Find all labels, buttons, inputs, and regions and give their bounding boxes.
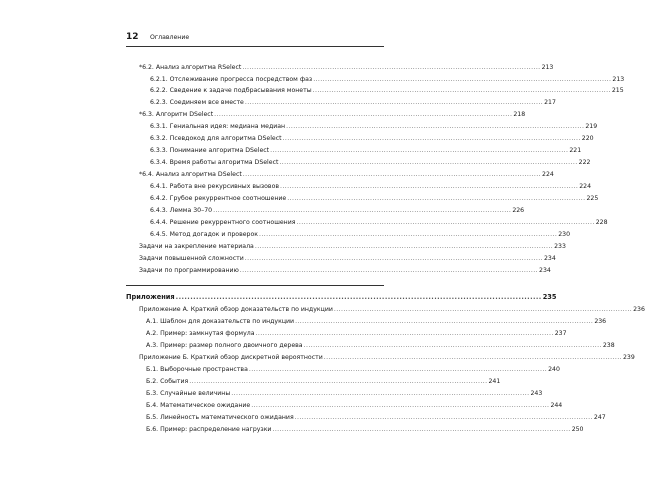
toc-entry-label: А.3. Пример: размер полного двоичного дерева bbox=[146, 342, 303, 349]
toc-entry-page: 215 bbox=[611, 87, 624, 94]
toc-entry-label: 6.3.3. Понимание алгоритма DSelect bbox=[150, 147, 270, 154]
toc-entry-page: 247 bbox=[593, 414, 606, 421]
toc-entry-subsection[interactable] bbox=[150, 122, 598, 132]
toc-entry-problems[interactable] bbox=[139, 254, 556, 264]
dot-leader: .............................................................................................................................. bbox=[295, 318, 594, 325]
toc-entry-appendix[interactable] bbox=[139, 305, 645, 315]
toc-entry-subsection[interactable] bbox=[150, 218, 608, 228]
toc-entry-subsection[interactable] bbox=[146, 401, 563, 411]
toc-entry-label: 6.4.4. Решение рекуррентного соотношения bbox=[150, 219, 296, 226]
toc-entry-page: 233 bbox=[554, 243, 566, 250]
toc-entry-label: 6.3.4. Время работы алгоритма DSelect bbox=[150, 159, 279, 166]
dot-leader: .............................................................................................................................. bbox=[272, 426, 571, 433]
toc-entry-label: 6.2.2. Сведение к задаче подбрасывания монеты bbox=[150, 87, 312, 94]
toc-entry-page: 224 bbox=[542, 171, 554, 178]
toc-entry-page: 238 bbox=[602, 342, 615, 349]
dot-leader: .............................................................................................................................. bbox=[214, 111, 513, 118]
dot-leader: .............................................................................................................................. bbox=[239, 267, 539, 274]
toc-entry-subsection[interactable] bbox=[146, 365, 560, 375]
dot-leader: .............................................................................................................................. bbox=[258, 231, 558, 238]
toc-entry-subsection[interactable] bbox=[146, 341, 615, 351]
toc-entry-label: 6.2.3. Соединяем все вместе bbox=[150, 99, 244, 106]
toc-entry-label: 6.4.2. Грубое рекуррентное соотношение bbox=[150, 195, 287, 202]
toc-entry-subsection[interactable] bbox=[150, 206, 525, 216]
toc-entry-label: А.1. Шаблон для доказательств по индукции bbox=[146, 318, 295, 325]
running-title: Оглавление bbox=[150, 34, 190, 41]
toc-entry-subsection[interactable] bbox=[150, 98, 556, 108]
toc-entry-page: 218 bbox=[513, 111, 526, 118]
dot-leader: .............................................................................................................................. bbox=[255, 330, 554, 337]
toc-entry-subsection[interactable] bbox=[146, 377, 501, 387]
toc-entry-page: 250 bbox=[571, 426, 584, 433]
toc-entry-label: 6.2.1. Отслеживание прогресса посредством фаз bbox=[150, 76, 313, 83]
toc-entry-page: 241 bbox=[488, 378, 501, 385]
toc-entry-subsection[interactable] bbox=[150, 194, 599, 204]
dot-leader: .............................................................................................................................. bbox=[312, 87, 611, 94]
toc-entry-label: Задачи на закрепление материала bbox=[139, 243, 254, 250]
toc-entry-label: Приложение А. Краткий обзор доказательств по индукции bbox=[139, 306, 333, 313]
toc-entry-page: 224 bbox=[579, 183, 592, 190]
toc-entry-page: 228 bbox=[595, 219, 608, 226]
toc-entry-page: 213 bbox=[541, 64, 554, 71]
dot-leader: .............................................................................................................................. bbox=[242, 171, 542, 178]
page-number: 12 bbox=[126, 32, 139, 42]
dot-leader: .............................................................................................................................. bbox=[303, 342, 602, 349]
dot-leader: .............................................................................................................................. bbox=[313, 76, 612, 83]
toc-entry-label: Б.3. Случайные величины bbox=[146, 390, 231, 397]
toc-entry-label: 6.3.2. Псевдокод для алгоритма DSelect bbox=[150, 135, 282, 142]
dot-leader: .............................................................................................................................. bbox=[282, 135, 581, 142]
toc-entry-page: 222 bbox=[578, 159, 591, 166]
toc-entry-subsection[interactable] bbox=[150, 146, 582, 156]
dot-leader: .............................................................................................................................. bbox=[323, 354, 622, 361]
dot-leader: .............................................................................................................................. bbox=[244, 99, 544, 106]
dot-leader: .............................................................................................................................. bbox=[248, 366, 548, 373]
dot-leader: .............................................................................................................................. bbox=[189, 378, 488, 385]
toc-entry-page: 237 bbox=[554, 330, 567, 337]
toc-entry-label: Б.4. Математическое ожидание bbox=[146, 402, 251, 409]
toc-entry-problems[interactable] bbox=[139, 266, 551, 276]
toc-entry-subsection[interactable] bbox=[146, 425, 584, 435]
toc-entry-section[interactable] bbox=[139, 63, 554, 73]
toc-entry-subsection[interactable] bbox=[146, 389, 543, 399]
dot-leader: .............................................................................................................................. bbox=[254, 243, 554, 250]
dot-leader: .............................................................................................................................. bbox=[231, 390, 530, 397]
toc-entry-page: 221 bbox=[569, 147, 582, 154]
toc-entry-subsection[interactable] bbox=[150, 75, 625, 85]
toc-entry-label: Б.5. Линейность математического ожидания bbox=[146, 414, 294, 421]
toc-entry-label: 6.4.3. Лемма 30–70 bbox=[150, 207, 213, 214]
toc-entry-page: 236 bbox=[594, 318, 607, 325]
toc-entry-label: Приложения bbox=[126, 293, 175, 301]
dot-leader: .............................................................................................................................. bbox=[296, 219, 595, 226]
dot-leader: .............................................................................................................................. bbox=[270, 147, 569, 154]
toc-entry-label: 6.4.1. Работа вне рекурсивных вызовов bbox=[150, 183, 280, 190]
toc-entry-page: 220 bbox=[581, 135, 594, 142]
toc-entry-page: 219 bbox=[585, 123, 598, 130]
toc-entry-page: 226 bbox=[512, 207, 525, 214]
toc-entry-page: 236 bbox=[633, 306, 645, 313]
dot-leader: .............................................................................................................................. bbox=[333, 306, 633, 313]
toc-entry-page: 213 bbox=[612, 76, 625, 83]
toc-entry-page: 234 bbox=[543, 255, 556, 262]
toc-entry-label: Приложение Б. Краткий обзор дискретной вероятности bbox=[139, 354, 323, 361]
dot-leader: .............................................................................................................................. bbox=[287, 195, 586, 202]
toc-entry-label: Задачи повышенной сложности bbox=[139, 255, 244, 262]
toc-entry-label: *6.3. Алгоритм DSelect bbox=[139, 111, 214, 118]
toc-entry-subsection[interactable] bbox=[150, 86, 624, 96]
toc-entry-label: 6.4.5. Метод догадок и проверок bbox=[150, 231, 258, 238]
toc-entry-page: 225 bbox=[586, 195, 599, 202]
toc-entry-label: *6.4. Анализ алгоритма DSelect bbox=[139, 171, 242, 178]
toc-entry-problems[interactable] bbox=[139, 242, 566, 252]
dot-leader: .............................................................................................................................. bbox=[244, 255, 543, 262]
toc-entry-appendix[interactable] bbox=[139, 353, 635, 363]
toc-entry-page: 240 bbox=[548, 366, 560, 373]
toc-entry-label: Задачи по программированию bbox=[139, 267, 239, 274]
toc-entry-subsection[interactable] bbox=[146, 317, 607, 327]
section-divider bbox=[126, 285, 384, 286]
toc-entry-page: 230 bbox=[558, 231, 571, 238]
toc-entry-page: 234 bbox=[539, 267, 551, 274]
toc-entry-subsection[interactable] bbox=[150, 182, 592, 192]
toc-entry-subsection[interactable] bbox=[150, 230, 571, 240]
toc-entry-subsection[interactable] bbox=[150, 134, 594, 144]
toc-entry-page: 243 bbox=[530, 390, 543, 397]
dot-leader: .............................................................................................................................. bbox=[213, 207, 512, 214]
dot-leader: .............................................................................................................................. bbox=[286, 123, 585, 130]
toc-entry-label: *6.2. Анализ алгоритма RSelect bbox=[139, 64, 242, 71]
dot-leader: .............................................................................................................................. bbox=[242, 64, 541, 71]
toc-entry-subsection[interactable] bbox=[146, 413, 606, 423]
toc-entry-section[interactable] bbox=[139, 170, 554, 180]
toc-entry-label: А.2. Пример: замкнутая формула bbox=[146, 330, 255, 337]
toc-entry-label: 6.3.1. Гениальная идея: медиана медиан bbox=[150, 123, 286, 130]
toc-entry-label: Б.6. Пример: распределение нагрузки bbox=[146, 426, 272, 433]
toc-entry-label: Б.2. События bbox=[146, 378, 189, 385]
toc-entry-page: 244 bbox=[550, 402, 563, 409]
toc-entry-page: 217 bbox=[544, 99, 556, 106]
toc-entry-label: Б.1. Выборочные пространства bbox=[146, 366, 248, 373]
dot-leader: .............................................................................................................................. bbox=[175, 293, 542, 301]
dot-leader: .............................................................................................................................. bbox=[280, 183, 579, 190]
toc-entry-section[interactable] bbox=[139, 110, 526, 120]
toc-entry-page: 239 bbox=[622, 354, 635, 361]
dot-leader: .............................................................................................................................. bbox=[251, 402, 550, 409]
toc-entry-subsection[interactable] bbox=[150, 158, 591, 168]
toc-entry-subsection[interactable] bbox=[146, 329, 567, 339]
dot-leader: .............................................................................................................................. bbox=[294, 414, 593, 421]
dot-leader: .............................................................................................................................. bbox=[279, 159, 578, 166]
toc-entry-page: 235 bbox=[542, 293, 557, 301]
toc-entry-part[interactable] bbox=[126, 292, 557, 302]
